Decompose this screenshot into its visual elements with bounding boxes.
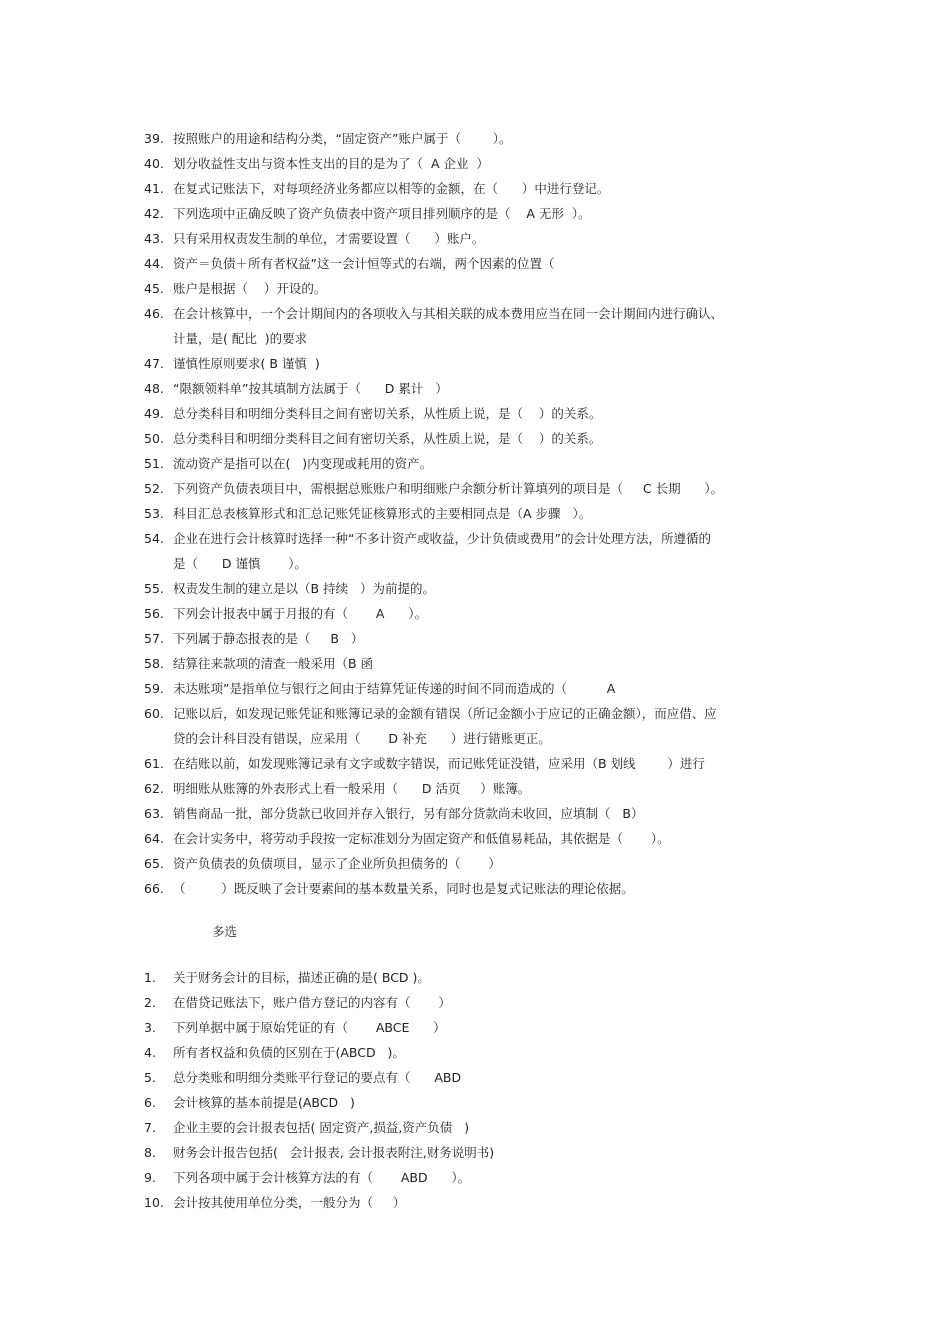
question-item bbox=[144, 201, 824, 226]
question-text: 会计核算的基本前提是(ABCD ) bbox=[173, 1095, 355, 1110]
question-text: 下列各项中属于会计核算方法的有（ ABD ）。 bbox=[173, 1170, 471, 1185]
question-item bbox=[144, 176, 824, 201]
question-text: “限额领料单”按其填制方法属于（ D 累计 ） bbox=[173, 381, 448, 396]
question-item bbox=[144, 1190, 824, 1215]
question-text: 划分收益性支出与资本性支出的目的是为了（ A 企业 ） bbox=[173, 156, 489, 171]
question-item bbox=[144, 301, 824, 351]
question-item bbox=[144, 351, 824, 376]
question-item bbox=[144, 251, 824, 276]
question-item bbox=[144, 801, 824, 826]
question-text: 权责发生制的建立是以（B 持续 ）为前提的。 bbox=[173, 581, 435, 596]
question-text: 下列会计报表中属于月报的有（ A ）。 bbox=[173, 606, 427, 621]
question-number: 42. bbox=[144, 206, 164, 221]
question-item bbox=[144, 501, 824, 526]
question-number: 51. bbox=[144, 456, 164, 471]
question-item bbox=[144, 601, 824, 626]
question-text: 在会计实务中，将劳动手段按一定标准划分为固定资产和低值易耗品，其依据是（ ）。 bbox=[173, 831, 670, 846]
question-item bbox=[144, 151, 824, 176]
question-number: 57. bbox=[144, 631, 164, 646]
question-item bbox=[144, 1165, 824, 1190]
question-text: 资产负债表的负债项目，显示了企业所负担债务的（ ） bbox=[173, 856, 501, 871]
question-number: 6. bbox=[144, 1095, 156, 1110]
question-number: 7. bbox=[144, 1120, 156, 1135]
question-number: 61. bbox=[144, 756, 164, 771]
question-text: 会计按其使用单位分类，一般分为（ ） bbox=[173, 1195, 406, 1210]
question-number: 47. bbox=[144, 356, 164, 371]
question-item bbox=[144, 851, 824, 876]
question-number: 64. bbox=[144, 831, 164, 846]
question-number: 45. bbox=[144, 281, 164, 296]
question-item bbox=[144, 126, 824, 151]
question-text: 所有者权益和负债的区别在于(ABCD )。 bbox=[173, 1045, 405, 1060]
question-text: 下列单据中属于原始凭证的有（ ABCE ） bbox=[173, 1020, 446, 1035]
question-item bbox=[144, 451, 824, 476]
question-number: 63. bbox=[144, 806, 164, 821]
question-number: 39. bbox=[144, 131, 164, 146]
question-text: 谨慎性原则要求( B 谨慎 ) bbox=[173, 356, 320, 371]
single-choice-list bbox=[144, 126, 824, 901]
question-item bbox=[144, 1115, 824, 1140]
question-number: 50. bbox=[144, 431, 164, 446]
question-number: 59. bbox=[144, 681, 164, 696]
question-item bbox=[144, 776, 824, 801]
question-text: 总分类科目和明细分类科目之间有密切关系，从性质上说，是（ ）的关系。 bbox=[173, 431, 602, 446]
question-number: 52. bbox=[144, 481, 164, 496]
question-item bbox=[144, 376, 824, 401]
question-text: 结算往来款项的清查一般采用（B 函 bbox=[173, 656, 374, 671]
question-item bbox=[144, 701, 824, 751]
question-number: 8. bbox=[144, 1145, 156, 1160]
question-item bbox=[144, 651, 824, 676]
question-number: 49. bbox=[144, 406, 164, 421]
question-text: 总分类账和明细分类账平行登记的要点有（ ABD bbox=[173, 1070, 462, 1085]
question-number: 4. bbox=[144, 1045, 156, 1060]
question-text: 按照账户的用途和结构分类，“固定资产”账户属于（ ）。 bbox=[173, 131, 512, 146]
question-number: 58. bbox=[144, 656, 164, 671]
question-text: 流动资产是指可以在( )内变现或耗用的资产。 bbox=[173, 456, 433, 471]
question-number: 55. bbox=[144, 581, 164, 596]
question-item bbox=[144, 990, 824, 1015]
question-text: 在结账以前，如发现账簿记录有文字或数字错误，而记账凭证没错，应采用（B 划线 ）进行 bbox=[173, 756, 705, 771]
question-text: 下列资产负债表项目中，需根据总账账户和明细账户余额分析计算填列的项目是（ C 长期 ）。 bbox=[173, 481, 724, 496]
multi-choice-list bbox=[144, 965, 824, 1215]
question-text: 下列选项中正确反映了资产负债表中资产项目排列顺序的是（ A 无形 ）。 bbox=[173, 206, 591, 221]
question-number: 46. bbox=[144, 306, 164, 321]
question-text: 销售商品一批，部分货款已收回并存入银行，另有部分货款尚未收回，应填制（ B） bbox=[173, 806, 644, 821]
question-number: 41. bbox=[144, 181, 164, 196]
question-number: 2. bbox=[144, 995, 156, 1010]
question-item bbox=[144, 826, 824, 851]
question-text: 关于财务会计的目标，描述正确的是( BCD )。 bbox=[173, 970, 430, 985]
question-item bbox=[144, 751, 824, 776]
section-title-multi-choice: 多选 bbox=[212, 924, 238, 939]
question-text: 企业主要的会计报表包括( 固定资产,损益,资产负债 ) bbox=[173, 1120, 470, 1135]
question-item bbox=[144, 965, 824, 990]
question-number: 5. bbox=[144, 1070, 156, 1085]
question-number: 48. bbox=[144, 381, 164, 396]
question-number: 10. bbox=[144, 1195, 164, 1210]
question-text: 企业在进行会计核算时选择一种“不多计资产或收益，少计负债或费用”的会计处理方法，所遵循的 是（ D 谨慎 ）。 bbox=[173, 531, 711, 571]
question-item bbox=[144, 576, 824, 601]
question-text: 下列属于静态报表的是（ B ） bbox=[173, 631, 364, 646]
question-text: 只有采用权责发生制的单位，才需要设置（ ）账户。 bbox=[173, 231, 485, 246]
question-item bbox=[144, 226, 824, 251]
question-number: 1. bbox=[144, 970, 156, 985]
question-number: 40. bbox=[144, 156, 164, 171]
question-text: 在会计核算中，一个会计期间内的各项收入与其相关联的成本费用应当在同一会计期间内进行确认、 计量，是( 配比 )的要求 bbox=[173, 306, 724, 346]
question-item bbox=[144, 426, 824, 451]
question-item bbox=[144, 1015, 824, 1040]
question-text: 总分类科目和明细分类科目之间有密切关系，从性质上说，是（ ）的关系。 bbox=[173, 406, 602, 421]
question-item bbox=[144, 526, 824, 576]
question-item bbox=[144, 1090, 824, 1115]
question-number: 3. bbox=[144, 1020, 156, 1035]
question-text: 在复式记账法下，对每项经济业务都应以相等的金额，在（ ）中进行登记。 bbox=[173, 181, 610, 196]
question-number: 54. bbox=[144, 531, 164, 546]
question-item bbox=[144, 476, 824, 501]
question-item bbox=[144, 276, 824, 301]
question-text: 记账以后，如发现记账凭证和账簿记录的金额有错误（所记金额小于应记的正确金额），而应借、应 贷的会计科目没有错误，应采用（ D 补充 ）进行错账更正。 bbox=[173, 706, 717, 746]
question-number: 43. bbox=[144, 231, 164, 246]
question-item bbox=[144, 1040, 824, 1065]
question-item bbox=[144, 1065, 824, 1090]
question-item bbox=[144, 626, 824, 651]
question-item bbox=[144, 1140, 824, 1165]
question-number: 44. bbox=[144, 256, 164, 271]
question-item bbox=[144, 401, 824, 426]
question-number: 9. bbox=[144, 1170, 156, 1185]
question-number: 56. bbox=[144, 606, 164, 621]
question-number: 53. bbox=[144, 506, 164, 521]
question-text: 未达账项”是指单位与银行之间由于结算凭证传递的时间不同而造成的（ A bbox=[173, 681, 616, 696]
question-number: 66. bbox=[144, 881, 164, 896]
question-text: 账户是根据（ ）开设的。 bbox=[173, 281, 327, 296]
question-text: 资产＝负债＋所有者权益”这一会计恒等式的右端，两个因素的位置（ bbox=[173, 256, 555, 271]
question-text: 明细账从账簿的外表形式上看一般采用（ D 活页 ）账簿。 bbox=[173, 781, 531, 796]
question-text: （ ）既反映了会计要素间的基本数量关系，同时也是复式记账法的理论依据。 bbox=[173, 881, 634, 896]
question-text: 财务会计报告包括( 会计报表, 会计报表附注,财务说明书) bbox=[173, 1145, 495, 1160]
question-number: 62. bbox=[144, 781, 164, 796]
question-item bbox=[144, 676, 824, 701]
question-text: 在借贷记账法下，账户借方登记的内容有（ ） bbox=[173, 995, 451, 1010]
question-text: 科目汇总表核算形式和汇总记账凭证核算形式的主要相同点是（A 步骤 ）。 bbox=[173, 506, 592, 521]
question-item bbox=[144, 876, 824, 901]
question-number: 60. bbox=[144, 706, 164, 721]
question-number: 65. bbox=[144, 856, 164, 871]
